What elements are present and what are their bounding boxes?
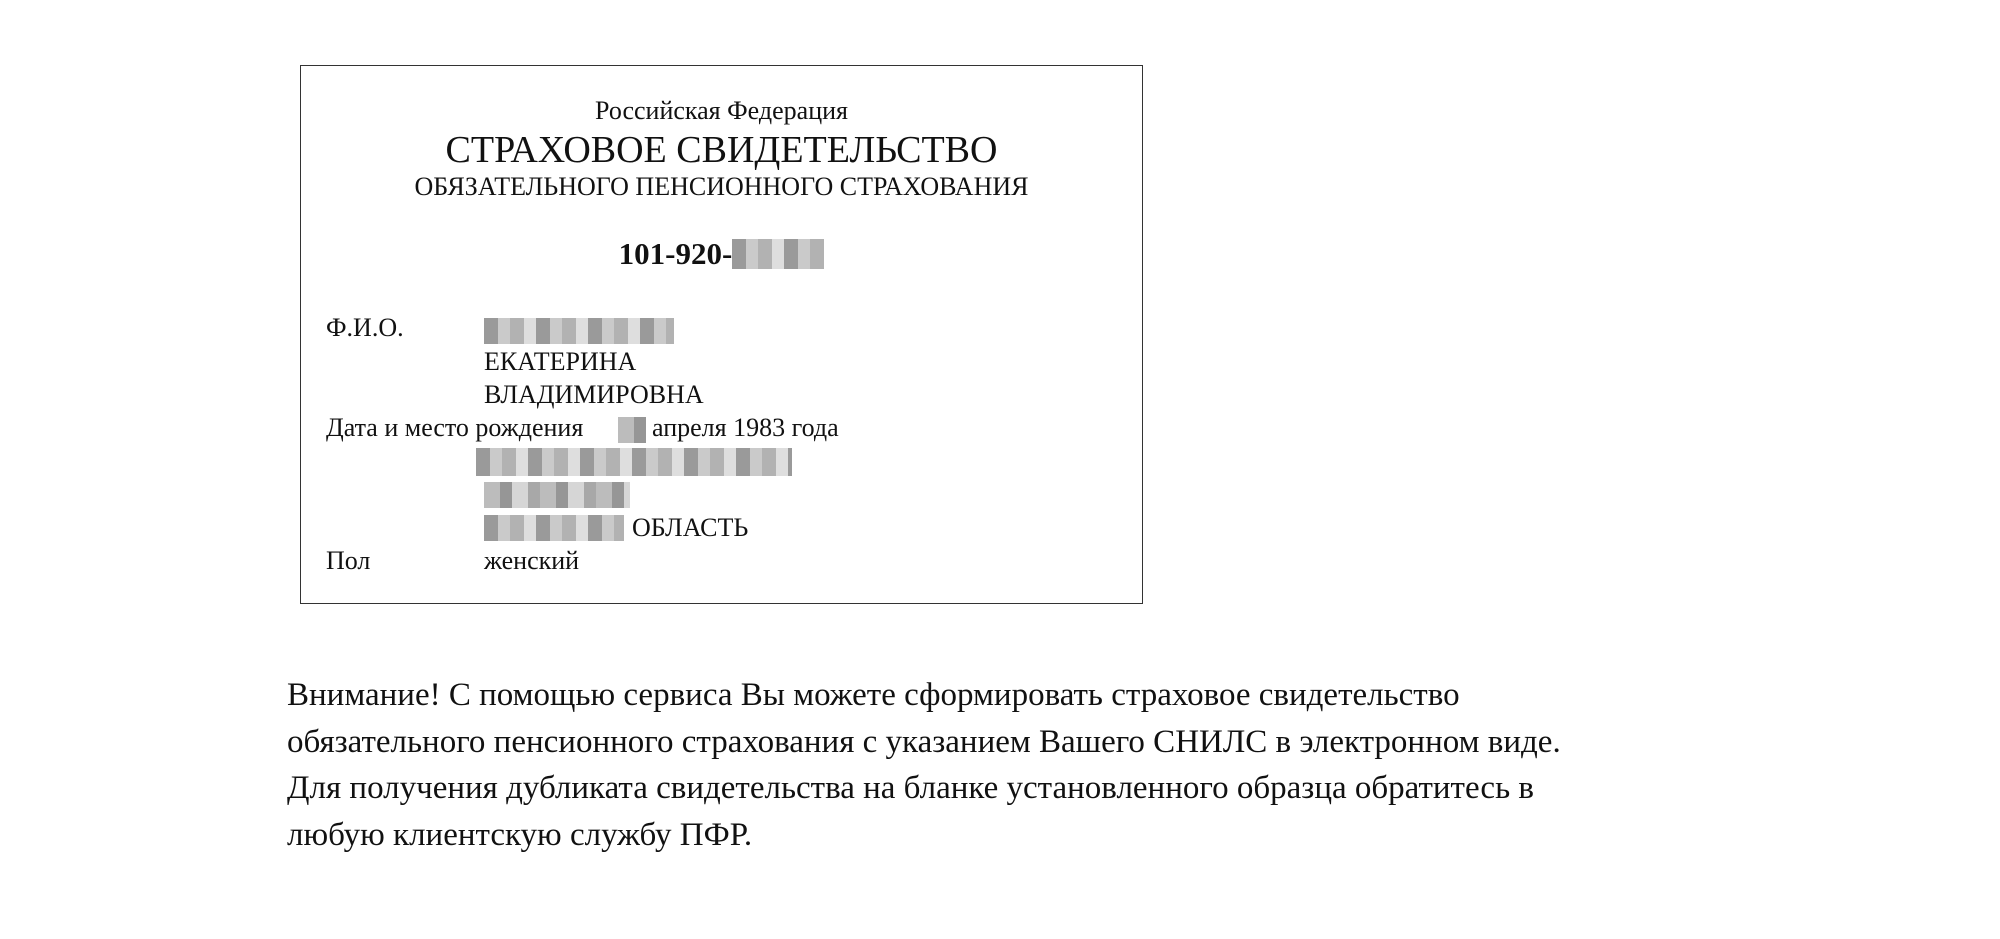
sex-label: Пол: [326, 546, 371, 575]
insurance-certificate-card: [300, 65, 1143, 604]
country-name: Российская Федерация: [595, 96, 848, 125]
birth-day-redacted-mask: [618, 417, 646, 443]
notice-text: [287, 672, 1847, 858]
first-name: ЕКАТЕРИНА: [484, 347, 637, 376]
certificate-subtitle: ОБЯЗАТЕЛЬНОГО ПЕНСИОННОГО СТРАХОВАНИЯ: [414, 172, 1029, 201]
patronymic: ВЛАДИМИРОВНА: [484, 380, 704, 409]
fio-label: Ф.И.О.: [326, 313, 404, 342]
surname-redacted-mask: [484, 318, 674, 344]
birthplace-line2-redacted-mask: [484, 482, 630, 508]
sex-value: женский: [484, 546, 580, 575]
birthplace-line1-redacted-mask: [476, 448, 792, 476]
birth-date-rest: апреля 1983 года: [652, 413, 839, 442]
birth-label: Дата и место рождения: [326, 413, 584, 442]
notice-line: любую клиентскую службу ПФР.: [287, 816, 753, 853]
notice-line: Для получения дубликата свидетельства на бланке установленного образца обратитесь в: [287, 770, 1534, 806]
notice-line: Внимание! С помощью сервиса Вы можете сформировать страховое свидетельство: [287, 677, 1460, 713]
region-redacted-mask: [484, 515, 624, 541]
snils-redacted-mask: [732, 239, 824, 269]
snils-number: [301, 236, 1142, 272]
notice-line: обязательного пенсионного страхования с указанием Вашего СНИЛС в электронном виде.: [287, 723, 1561, 760]
snils-prefix: 101-920-: [618, 236, 733, 271]
certificate-title: СТРАХОВОЕ СВИДЕТЕЛЬСТВО: [445, 129, 998, 171]
region-suffix: ОБЛАСТЬ: [632, 513, 749, 542]
